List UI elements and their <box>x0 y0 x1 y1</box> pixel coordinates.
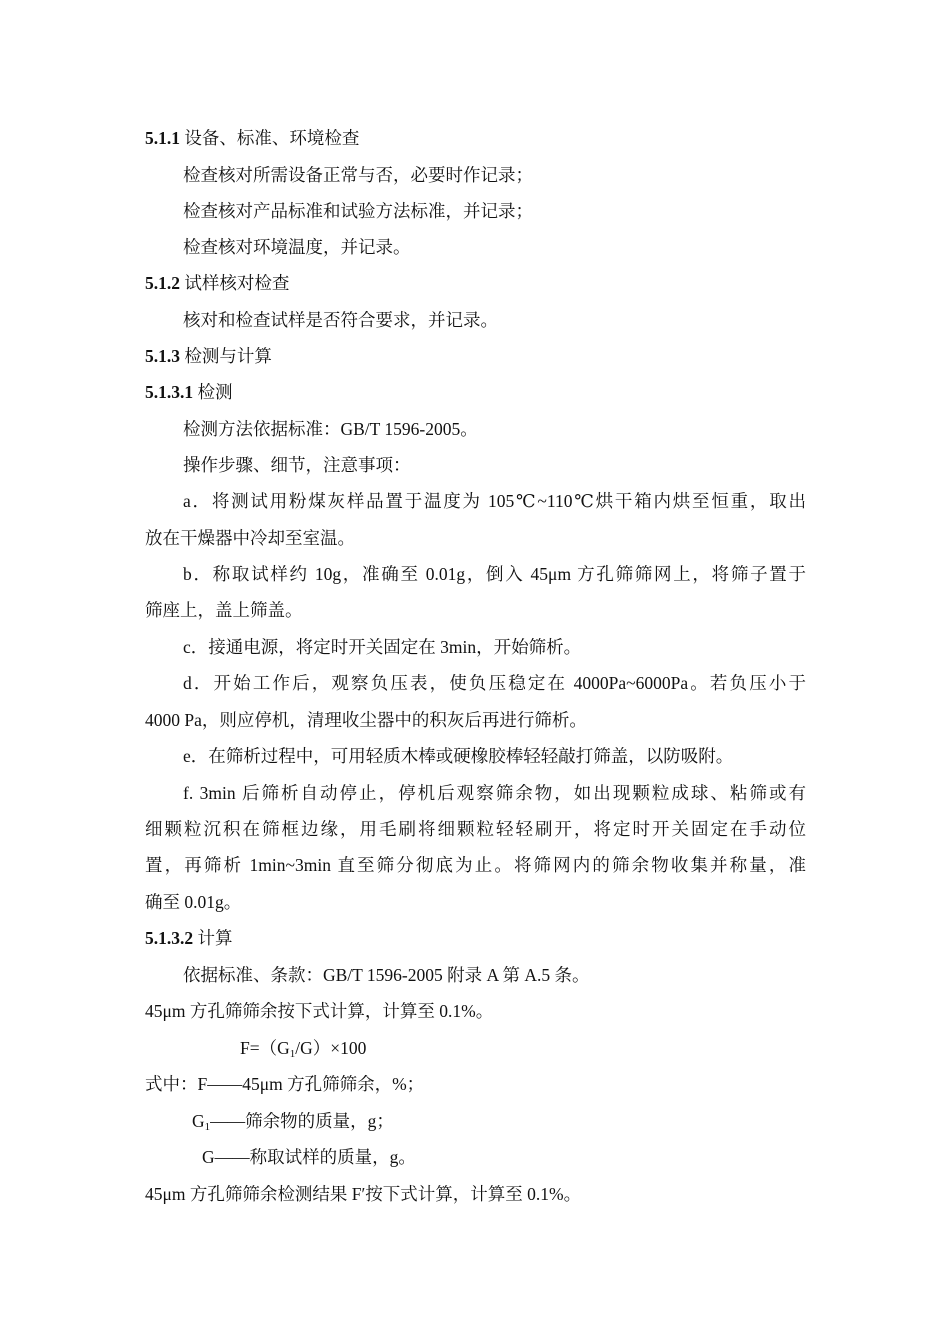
paragraph: 检查核对产品标准和试验方法标准，并记录； <box>183 201 533 221</box>
step-e: e．在筛析过程中，可用轻质木棒或硬橡胶棒轻轻敲打筛盖，以防吸附。 <box>183 746 734 766</box>
paragraph: 依据标准、条款：GB/T 1596-2005 附录 A 第 A.5 条。 <box>183 965 590 985</box>
formula-legend: 式中：F——45μm 方孔筛筛余，%； <box>145 1074 425 1094</box>
paragraph: 检查核对环境温度，并记录。 <box>183 237 411 257</box>
paragraph: 检测方法依据标准：GB/T 1596-2005。 <box>183 419 478 439</box>
formula-legend: $G_1——$筛余物的质量，g； <box>192 1111 394 1133</box>
paragraph: 45μm 方孔筛筛余检测结果 F′按下式计算，计算至 0.1%。 <box>145 1184 582 1204</box>
step-f-line: f. 3min 后筛析自动停止，停机后观察筛余物，如出现颗粒成球、粘筛或有 <box>183 783 806 803</box>
paragraph: 检查核对所需设备正常与否，必要时作记录； <box>183 165 533 185</box>
paragraph: 核对和检查试样是否符合要求，并记录。 <box>183 310 498 330</box>
step-b-line: b．称取试样约 10g，准确至 0.01g，倒入 45μm 方孔筛筛网上，将筛子置于 <box>183 564 806 584</box>
heading-5-1-3-2: 5.1.3.2 计算 <box>145 928 233 948</box>
step-f-line: 置，再筛析 1min~3min 直至筛分彻底为止。将筛网内的筛余物收集并称量，准 <box>145 855 806 875</box>
formula: $F=(G_1/G)\times 100$ <box>240 1038 367 1060</box>
paragraph: 操作步骤、细节，注意事项： <box>183 455 411 475</box>
step-a-line: a．将测试用粉煤灰样品置于温度为 105℃~110℃烘干箱内烘至恒重，取出 <box>183 491 806 511</box>
heading-5-1-3: 5.1.3 检测与计算 <box>145 346 272 366</box>
paragraph: 45μm 方孔筛筛余按下式计算，计算至 0.1%。 <box>145 1001 494 1021</box>
formula-legend: G——称取试样的质量，g。 <box>202 1147 416 1167</box>
heading-5-1-3-1: 5.1.3.1 检测 <box>145 382 233 402</box>
heading-5-1-2: 5.1.2 试样核对检查 <box>145 273 290 293</box>
step-f-line: 细颗粒沉积在筛框边缘，用毛刷将细颗粒轻轻刷开，将定时开关固定在手动位 <box>145 819 806 839</box>
heading-5-1-1: 5.1.1 设备、标准、环境检查 <box>145 128 360 148</box>
step-c: c．接通电源，将定时开关固定在 3min，开始筛析。 <box>183 637 582 657</box>
step-a-line: 放在干燥器中冷却至室温。 <box>145 528 355 548</box>
step-b-line: 筛座上，盖上筛盖。 <box>145 600 303 620</box>
step-d-line: d．开始工作后，观察负压表，使负压稳定在 4000Pa~6000Pa。若负压小于 <box>183 673 806 693</box>
step-d-line: 4000 Pa，则应停机，清理收尘器中的积灰后再进行筛析。 <box>145 710 587 730</box>
step-f-line: 确至 0.01g。 <box>145 892 242 912</box>
